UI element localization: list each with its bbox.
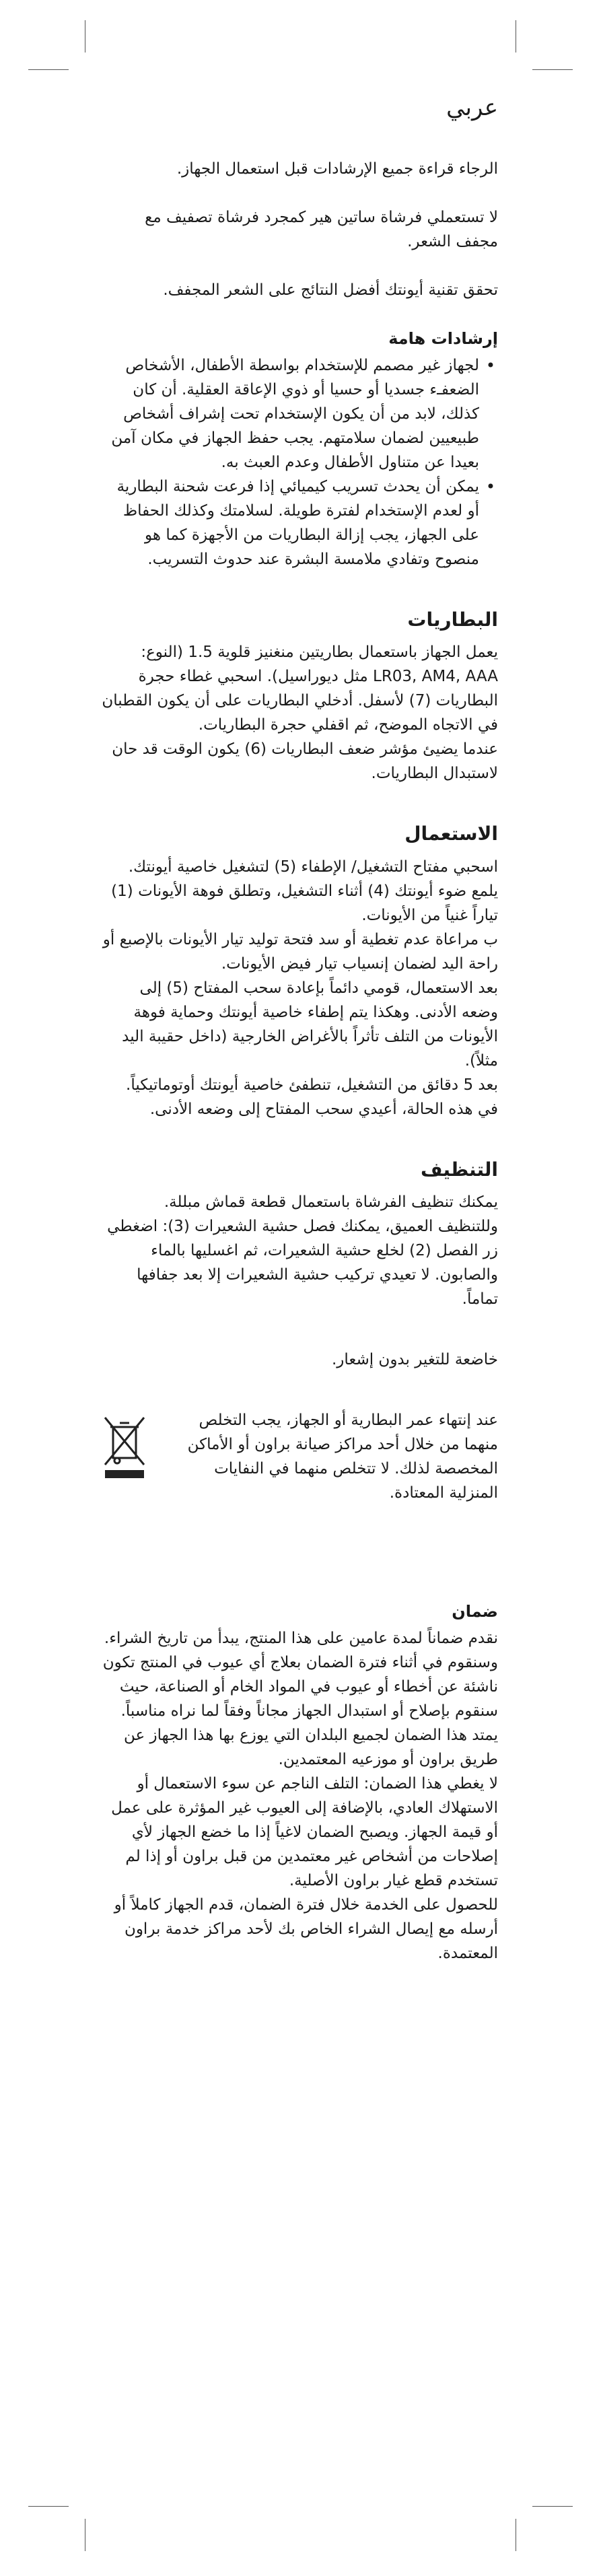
crossed-out-wheelie-bin-icon	[101, 1414, 148, 1481]
warranty-heading: ضمان	[452, 1601, 498, 1621]
cleaning-section	[101, 1158, 498, 1311]
batteries-paragraph: يعمل الجهاز باستعمال بطاريتين منغنيز قلوية 1.5 (النوع: LR03, AM4, AAA مثل ديوراسيل). اسحبي غطاء حجرة البطاريات (7) لأسفل. أدخلي البطاريات على أن يكون القطبان في الاتجاه الموضح، ثم اقفلي حجرة البطاريات.	[102, 643, 498, 734]
intro-paragraph: لا تستعملي فرشاة ساتين هير كمجرد فرشاة تصفيف مع مجفف الشعر.	[145, 208, 498, 250]
batteries-section	[101, 608, 498, 786]
crop-mark-bottom-right-horizontal	[532, 2506, 573, 2507]
crop-mark-top-left-horizontal	[28, 69, 69, 70]
usage-paragraph: بعد 5 دقائق من التشغيل، تنطفئ خاصية أيونتك أوتوماتيكياً. في هذه الحالة، أعيدي سحب المفتاح إلى وضعه الأدنى.	[126, 1076, 498, 1118]
usage-paragraph: اسحبي مفتاح التشغيل/ الإطفاء (5) لتشغيل خاصية أيونتك. يلمع ضوء أيونتك (4) أثناء التشغيل، وتطلق فوهة الأيونات (1) تياراً غنياً من الأيونات.	[111, 858, 498, 924]
warranty-section	[101, 1599, 498, 1965]
safety-item: • يمكن أن يحدث تسريب كيميائي إذا فرعت شحنة البطارية أو لعدم الإستخدام لفترة طويلة. لسلامتك وكذلك الحفاظ على الجهاز، يجب إزالة البطاريات من الأجهزة كما هو منصوح وتفادي ملامسة البشرة عند حدوث التسريب.	[101, 475, 479, 571]
notice-text: خاضعة للتغير بدون إشعار.	[331, 1350, 498, 1368]
usage-paragraph: ب مراعاة عدم تغطية أو سد فتحة توليد تيار الأيونات بالإصبع أو راحة اليد لضمان إنسياب تيار فيض الأيونات.	[102, 930, 498, 973]
batteries-heading: البطاريات	[407, 608, 498, 631]
warranty-paragraph: يمتد هذا الضمان لجميع البلدان التي يوزع بها هذا الجهاز عن طريق براون أو موزعيه المعتمدين.	[123, 1726, 498, 1768]
usage-section	[101, 822, 498, 1121]
warranty-paragraph: نقدم ضماناً لمدة عامين على هذا المنتج، يبدأ من تاريخ الشراء. وسنقوم في أثناء فترة الضمان بعلاج أي عيوب في المنتج تكون ناشئة عن أخطاء أو عيوب في المواد الخام أو الصناعة، حيث سنقوم بإصلاح أو استبدال الجهاز مجاناً وفقاً لما نراه مناسباً.	[102, 1629, 498, 1720]
safety-section	[101, 326, 498, 571]
batteries-paragraph: عندما يضيئ مؤشر ضعف البطاريات (6) يكون الوقت قد حان لاستبدال البطاريات.	[112, 740, 498, 783]
warranty-paragraph: للحصول على الخدمة خلال فترة الضمان، قدم الجهاز كاملاً أو أرسله مع إيصال الشراء الخاص بك لأحد مراكز خدمة براون المعتمدة.	[114, 1895, 498, 1962]
cleaning-paragraph: يمكنك تنظيف الفرشاة باستعمال قطعة قماش مبللة. وللتنظيف العميق، يمكنك فصل حشية الشعيرات (3): اضغطي زر الفصل (2) لخلع حشية الشعيرات، ثم اغسليها بالماء والصابون. لا تعيدي تركيب حشية الشعيرات إلا بعد جفافها تماماً.	[107, 1193, 498, 1308]
language-title: عربي	[446, 94, 498, 121]
cleaning-heading: التنظيف	[420, 1158, 498, 1181]
crop-mark-top-right-horizontal	[532, 69, 573, 70]
warranty-paragraph: لا يغطي هذا الضمان: التلف الناجم عن سوء الاستعمال أو الاستهلاك العادي، بالإضافة إلى العيوب غير المؤثرة على عمل أو قيمة الجهاز. ويصبح الضمان لاغياً إذا ما خضع الجهاز لأي إصلاحات من أشخاص غير معتمدين من قبل براون أو إذا لم تستخدم قطع غيار براون الأصلية.	[111, 1774, 498, 1889]
safety-list	[101, 353, 498, 571]
disposal-section	[101, 1408, 498, 1505]
usage-paragraph: بعد الاستعمال، قومي دائماً بإعادة سحب المفتاح (5) إلى وضعه الأدنى. وهكذا يتم إطفاء خاصية أيونتك وحماية فوهة الأيونات من التلف تأثراً بالأغراض الخارجية (داخل حقيبة اليد مثلاً).	[122, 979, 498, 1070]
usage-heading: الاستعمال	[404, 823, 498, 845]
safety-heading: إرشادات هامة	[388, 328, 498, 348]
crop-mark-bottom-left-horizontal	[28, 2506, 69, 2507]
disposal-text: عند إنتهاء عمر البطارية أو الجهاز، يجب التخلص منهما من خلال أحد مراكز صيانة براون أو الأماكن المخصصة لذلك. لا تتخلص منهما في النفايات المنزلية المعتادة.	[187, 1411, 498, 1502]
safety-item: • لجهاز غير مصمم للإستخدام بواسطة الأطفال، الأشخاص الضعفـء جسديا أو حسيا أو ذوي الإعاقة العقلية. أن كان كذلك، لابد من أن يكون الإستخدام تحت إشراف أشخاص طبيعيين لضمان سلامتهم. يجب حفظ الجهاز في مكان آمن بعيدا عن متناول الأطفال وعدم العبث به.	[101, 353, 479, 475]
intro-paragraph: الرجاء قراءة جميع الإرشادات قبل استعمال الجهاز.	[176, 160, 498, 178]
manual-page	[101, 94, 498, 1965]
intro-section	[101, 157, 498, 302]
intro-paragraph: تحقق تقنية أيونتك أفضل النتائج على الشعر المجفف.	[163, 281, 498, 299]
